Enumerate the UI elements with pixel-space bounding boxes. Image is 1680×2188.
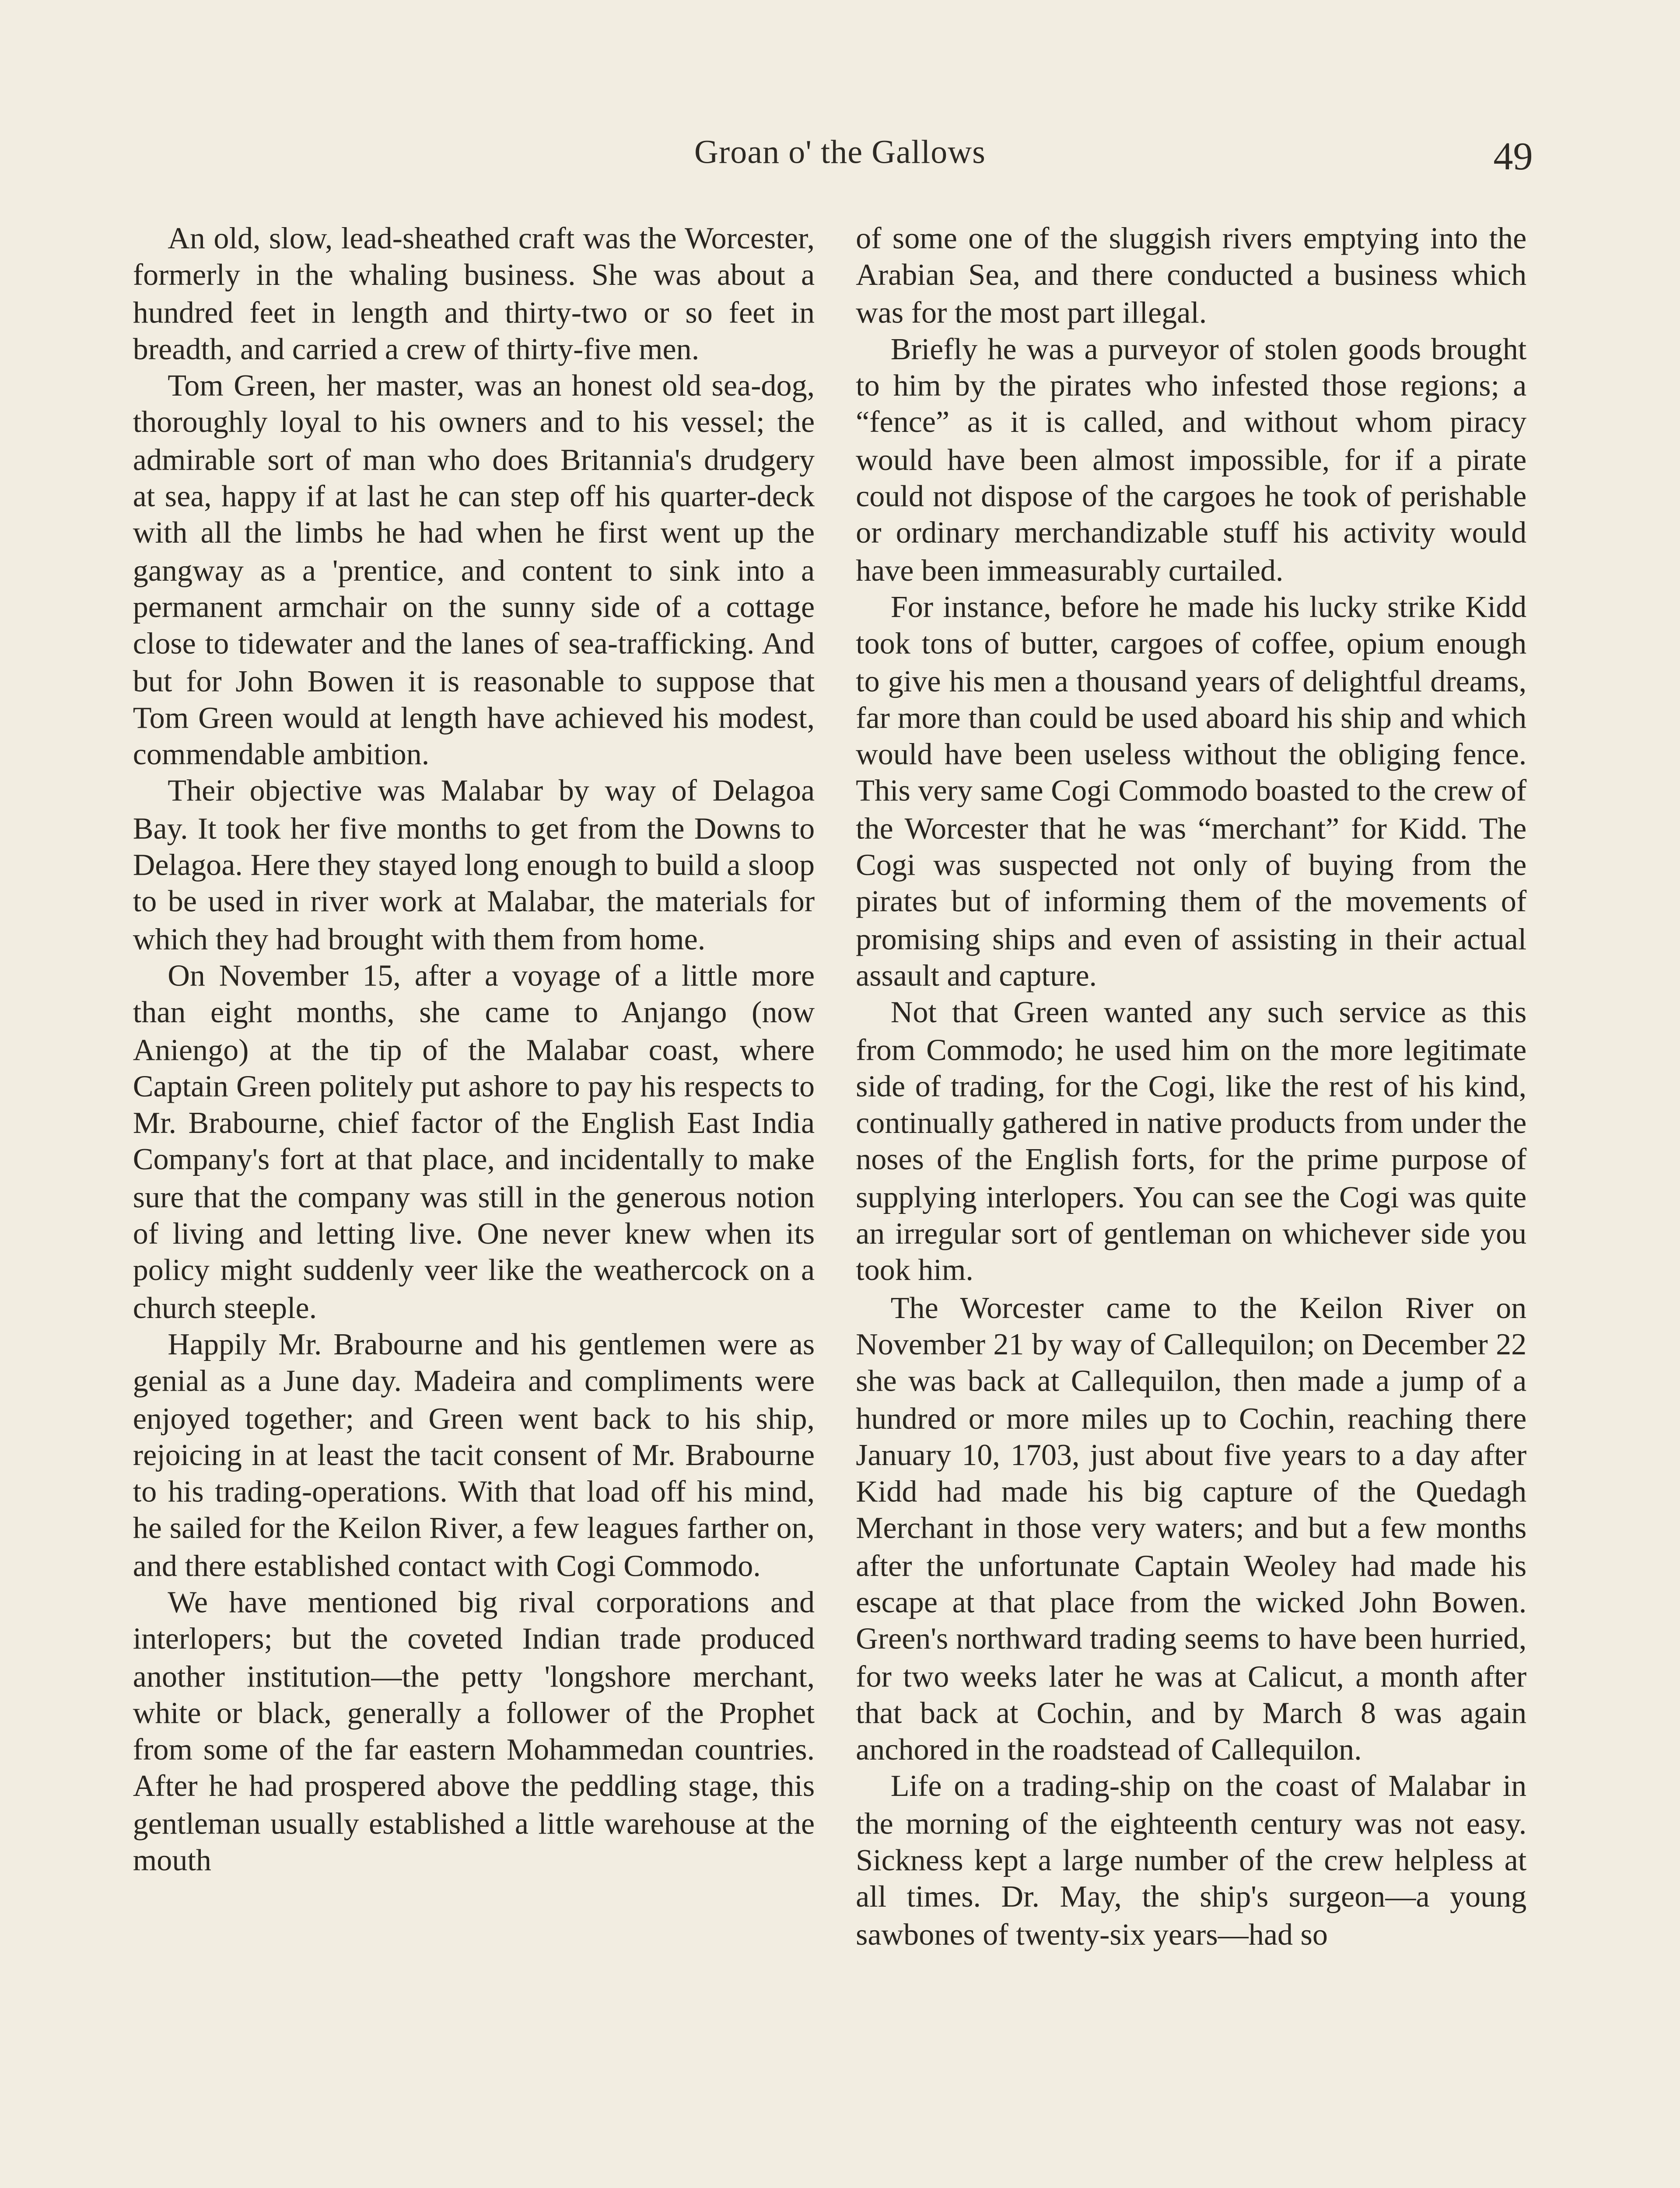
paragraph: The Worcester came to the Keilon River on November 21 by way of Callequilon; on December 22 she was back at Callequilon, then made a jump of a hundred or more miles up to Cochin, reaching there January 10, 1703, just about five years to a day after Kidd had made his big capture of the Quedagh Merchant in those very waters; and but a few months after the unfortunate Captain Weoley had made his escape at that place from the wicked John Bowen. Green's northward trading seems to have been hurried, for two weeks later he was at Calicut, a month after that back at Cochin, and by March 8 was again anchored in the roadstead of Callequilon.: [856, 1292, 1527, 1768]
paragraph: On November 15, after a voyage of a little more than eight months, she came to Anjango (now Aniengo) at the tip of the Malabar coast, where Captain Green politely put ashore to pay his respects to Mr. Brabourne, chief factor of the English East India Company's fort at that place, and incidentally to make sure that the company was still in the generous notion of living and letting live. One never knew when its policy might suddenly veer like the weathercock on a church steeple.: [133, 960, 815, 1325]
paragraph: Not that Green wanted any such service as this from Commodo; he used him on the more legitimate side of trading, for the Cogi, like the rest of his kind, continually gathered in native products from under the noses of the English forts, for the prime purpose of supplying interlopers. You can see the Cogi was quite an irregular sort of gentleman on whichever side you took him.: [856, 997, 1527, 1289]
paragraph: An old, slow, lead-sheathed craft was the Worcester, formerly in the whaling business. She was about a hundred feet in length and thirty-two or so feet in breadth, and carried a crew of thirty-five men.: [133, 223, 815, 367]
paragraph-continuation: of some one of the sluggish rivers emptying into the Arabian Sea, and there conducted a business which was for the most part illegal.: [856, 223, 1527, 330]
paragraph: Happily Mr. Brabourne and his gentlemen were as genial as a June day. Madeira and compliments were enjoyed together; and Green went back to his ship, rejoicing in at least the tacit consent of Mr. Brabourne to his trading-operations. With that load off his mind, he sailed for the Keilon River, a few leagues farther on, and there established contact with Cogi Commodo.: [133, 1329, 815, 1584]
running-title: Groan o' the Gallows: [694, 133, 986, 171]
paragraph: Tom Green, her master, was an honest old sea-dog, thoroughly loyal to his owners and to his vessel; the admirable sort of man who does Britannia's drudgery at sea, happy if at last he can step off his quarter-deck with all the limbs he had when he first went up the gangway as a 'prentice, and content to sink into a permanent armchair on the sunny side of a cottage close to tidewater and the lanes of sea-trafficking. And but for John Bowen it is reasonable to suppose that Tom Green would at length have achieved his modest, commendable ambition.: [133, 370, 815, 773]
paragraph: For instance, before he made his lucky strike Kidd took tons of butter, cargoes of coffee, opium enough to give his men a thousand years of delightful dreams, far more than could be used aboard his ship and which would have been useless without the obliging fence. This very same Cogi Commodo boasted to the crew of the Worcester that he was “merchant” for Kidd. The Cogi was suspected not only of buying from the pirates but of informing them of the movements of promising ships and even of assisting in their actual assault and capture.: [856, 592, 1527, 994]
page-number: 49: [1493, 136, 1533, 179]
paragraph: Briefly he was a purveyor of stolen goods brought to him by the pirates who infested those regions; a “fence” as it is called, and without whom piracy would have been almost impossible, for if a pirate could not dispose of the cargoes he took of perishable or ordinary merchandizable stuff his activity would have been immeasurably curtailed.: [856, 333, 1527, 588]
paragraph: Life on a trading-ship on the coast of Malabar in the morning of the eighteenth century was not easy. Sickness kept a large number of the crew helpless at all times. Dr. May, the ship's surgeon—a young sawbones of twenty-six years—had so: [856, 1771, 1527, 1952]
paragraph: Their objective was Malabar by way of Delagoa Bay. It took her five months to get from the Downs to Delagoa. Here they stayed long enough to build a sloop to be used in river work at Malabar, the materials for which they had brought with them from home.: [133, 776, 815, 957]
right-column: [856, 221, 1526, 1954]
left-column: [133, 221, 815, 1880]
paragraph: We have mentioned big rival corporations and interlopers; but the coveted Indian trade produced another institution—the petty 'longshore merchant, white or black, generally a follower of the Prophet from some of the far eastern Mohammedan countries. After he had prospered above the peddling stage, this gentleman usually established a little warehouse at the mouth: [133, 1587, 815, 1879]
